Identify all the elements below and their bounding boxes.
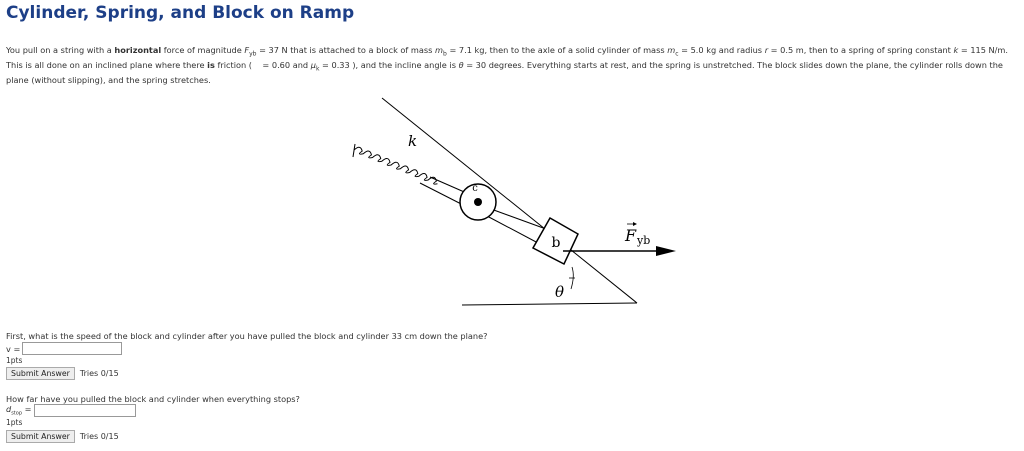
q2-submit-button[interactable]: Submit Answer [6, 430, 75, 443]
question-1-answer-row [6, 342, 122, 355]
q2-tries: Tries 0/15 [79, 432, 119, 441]
q1-variable-label: v = [6, 343, 21, 354]
spring-coil [353, 146, 439, 185]
question-2-answer-row [6, 404, 136, 417]
q1-submit-row [6, 367, 119, 380]
q1-tries: Tries 0/15 [79, 369, 119, 378]
q2-points: 1pts [6, 418, 23, 427]
q2-answer-input[interactable] [34, 404, 136, 417]
question-1-text: First, what is the speed of the block and cylinder after you have pulled the block and cylinder 33 cm down the plane? [6, 331, 488, 341]
q1-answer-input[interactable] [22, 342, 122, 355]
axle-rod-bottom [487, 216, 538, 243]
question-2-text: How far have you pulled the block and cylinder when everything stops? [6, 394, 300, 404]
force-label: F [625, 226, 637, 245]
q1-points: 1pts [6, 356, 23, 365]
force-sub-label: yb [637, 234, 651, 247]
page-title: Cylinder, Spring, and Block on Ramp [6, 3, 355, 23]
angle-label: θ [555, 283, 565, 301]
block-label: b [551, 235, 561, 251]
q2-variable-label: $d_{stop}$ = [6, 404, 32, 417]
q2-submit-row [6, 430, 119, 443]
problem-statement: You pull on a string with a horizontal force of magnitude $F_{yb} = 37$ N that is attached to a block of mass $m_b = 7.1$ kg, then to the axle of a solid cylinder of mass $m_c = 5.0$ kg and radius r = 0.5 m, then to a spring of spring constant k = 115 N/m. This is all done on an inclined plane where there is friction ( = 0.60 and $\mu_k = 0.33$ ), and the incline angle is θ = 30 degrees. Everything starts at rest, and the spring is unstretched. The block slides down the plane, the cylinder rolls down the plane (without slipping), and the spring stretches. [6, 45, 1009, 86]
cylinder-label: c [472, 183, 478, 194]
incline-surface [382, 98, 637, 303]
cylinder-axle [474, 198, 482, 206]
ramp-diagram [350, 90, 690, 310]
q1-submit-button[interactable]: Submit Answer [6, 367, 75, 380]
ground-line [462, 303, 637, 305]
spring-label: k [408, 132, 418, 150]
